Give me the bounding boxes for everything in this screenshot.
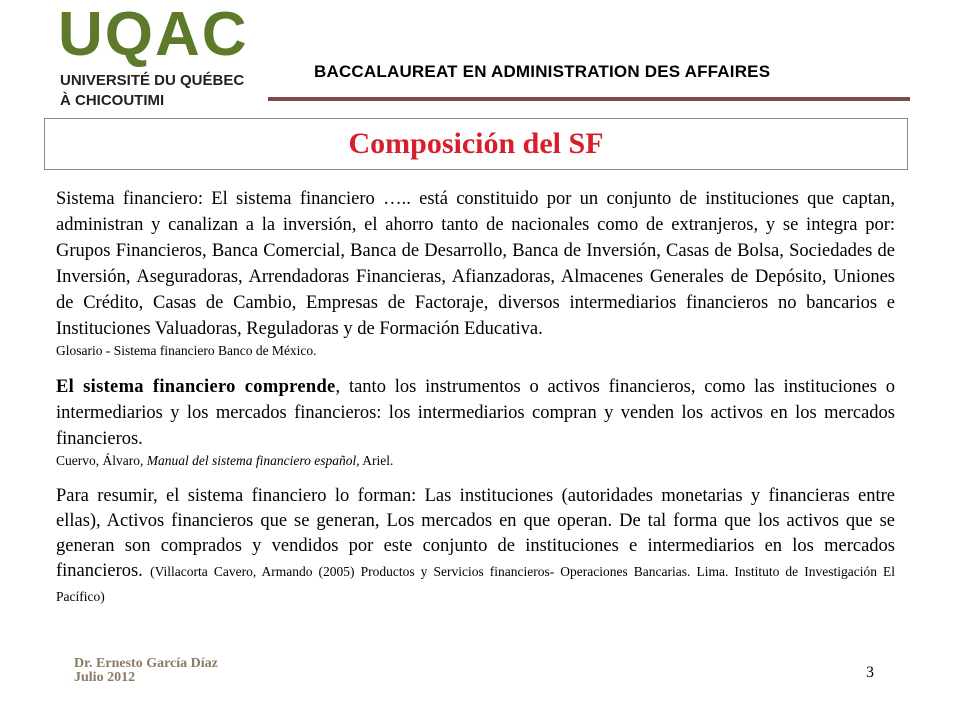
logo-line-1: UNIVERSITÉ DU QUÉBEC [60, 72, 245, 89]
source-2 [56, 452, 895, 470]
paragraph-1: Sistema financiero: El sistema financiero ….. está constituido por un conjunto de instituciones que captan, administran y canalizan a la inversión, el ahorro tanto de nacionales como de extranjeros, y se integra por: Grupos Financieros, Banca Comercial, Banca de Desarrollo, Banca de Inversión, Casas de Bolsa, Sociedades de Inversión, Aseguradoras, Arrendadoras Financieras, Afianzadoras, Almacenes Generales de Depósito, Uniones de Crédito, Casas de Cambio, Empresas de Factoraje, diversos intermediarios financieros no bancarios e Instituciones Valuadoras, Reguladoras y de Formación Educativa. [56, 189, 895, 339]
paragraph-2-text: , tanto los instrumentos o activos financieros, como las instituciones o intermediarios y los mercados financieros: los intermediarios compran y venden los activos en los mercados financieros. [56, 377, 895, 449]
source-2-title: Manual del sistema financiero español, [146, 453, 360, 468]
logo-brand: UQAC [58, 0, 249, 69]
paragraph-2 [56, 374, 895, 452]
paragraph-3 [56, 484, 895, 609]
program-title: BACCALAUREAT EN ADMINISTRATION DES AFFAIRES [314, 62, 771, 81]
slide-title-box [44, 118, 908, 170]
footer-author: Dr. Ernesto García Díaz [74, 656, 218, 671]
paragraph-3-text: Para resumir, el sistema financiero lo forman: Las instituciones (autoridades monetarias y financieras entre ellas), Activos financieros que se generan, Los mercados en que operan. De tal forma que los activos que se generan son comprados y vendidos por este conjunto de instituciones e intermediarios en los mercados financieros. [56, 486, 895, 581]
slide-body [56, 186, 895, 609]
source-1: Glosario - Sistema financiero Banco de México. [56, 343, 317, 358]
logo-line-2: À CHICOUTIMI [60, 92, 165, 109]
source-2-author: Cuervo, Álvaro, [56, 453, 147, 468]
source-3: (Villacorta Cavero, Armando (2005) Productos y Servicios financieros- Operaciones Bancarias. Lima. Instituto de Investigación El Pacífico) [56, 564, 896, 604]
footer-date: Julio 2012 [74, 670, 136, 685]
page-number: 3 [866, 664, 874, 681]
header-divider [268, 97, 910, 101]
source-2-publisher: Ariel. [359, 453, 394, 468]
slide-title: Composición del SF [348, 127, 604, 160]
paragraph-2-lead: El sistema financiero comprende [56, 377, 336, 397]
uqac-logo [58, 0, 268, 114]
